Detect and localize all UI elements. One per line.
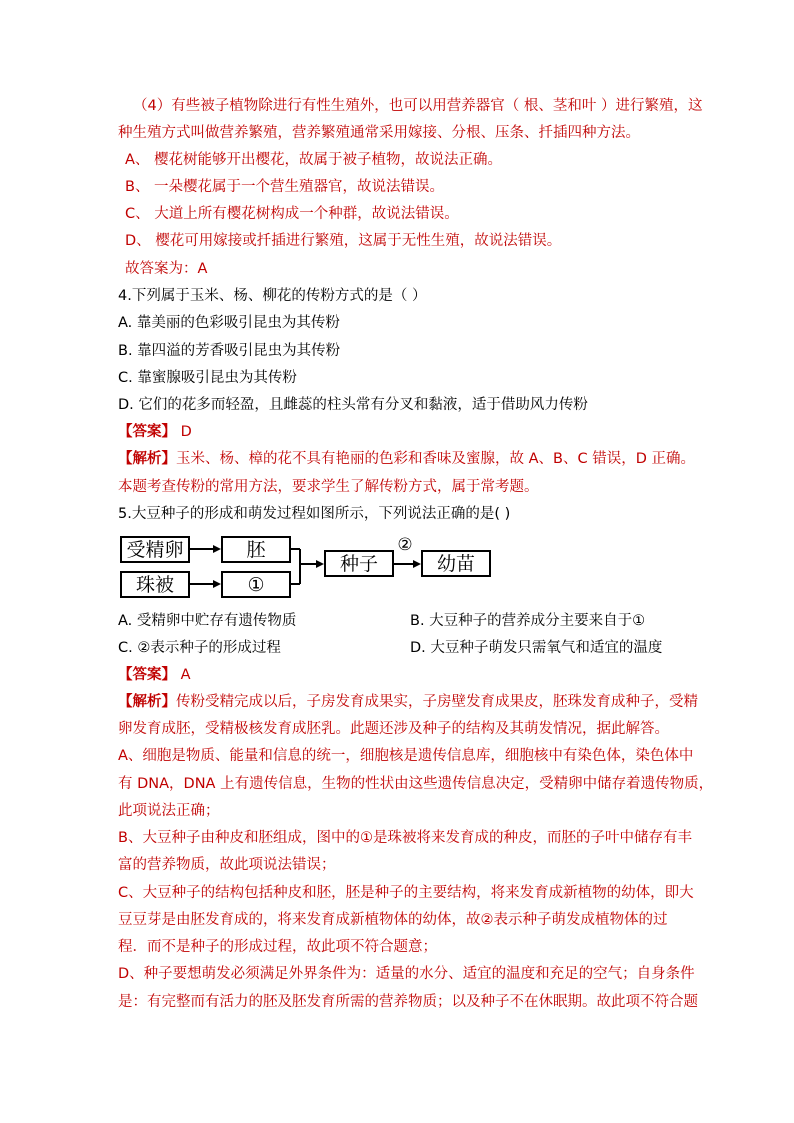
intro-line-1: （4）有些被子植物除进行有性生殖外，也可以用营养器官（ 根、茎和叶 ）进行繁殖，这 (133, 98, 703, 114)
q4-analysis-line-1 (118, 449, 695, 469)
diagram-box-embryo: 胚 (246, 539, 266, 561)
q4-analysis-line-2: 本题考查传粉的常用方法，要求学生了解传粉方式，属于常考题。 (118, 479, 539, 495)
intro-line-2: 种生殖方式叫做营养繁殖，营养繁殖通常采用嫁接、分根、压条、扦插四种方法。 (118, 125, 640, 141)
q4-option-d: D. 它们的花多而轻盈，且雌蕊的柱头常有分叉和黏液，适于借助风力传粉 (118, 397, 588, 413)
intro-option-d: D、 樱花可用嫁接或扦插进行繁殖，这属于无性生殖，故说法错误。 (125, 233, 562, 249)
q4-option-c: C. 靠蜜腺吸引昆虫为其传粉 (118, 370, 297, 386)
q5-option-b: B. 大豆种子的营养成分主要来自于① (410, 613, 646, 629)
diagram-box-zygote: 受精卵 (126, 539, 184, 561)
q5-option-d: D. 大豆种子萌发只需氧气和适宜的温度 (410, 640, 663, 656)
q5-option-c: C. ②表示种子的形成过程 (118, 640, 281, 656)
q5-analysis-text-1: 传粉受精完成以后，子房发育成果实，子房壁发育成果皮，胚珠发育成种子，受精 (176, 694, 698, 710)
diagram-box-1: ① (247, 574, 265, 596)
diagram-box-seedling: 幼苗 (436, 553, 476, 575)
q4-answer: D (176, 424, 192, 440)
q5-analysis-line-10: 程．而不是种子的形成过程，故此项不符合题意； (118, 939, 437, 955)
q5-stem: 5.大豆种子的形成和萌发过程如图所示，下列说法正确的是( ) (118, 506, 511, 522)
intro-option-a: A、 樱花树能够开出樱花，故属于被子植物，故说法正确。 (125, 152, 503, 168)
q4-analysis-tag: 【解析】 (118, 451, 176, 467)
q5-option-a: A. 受精卵中贮存有遗传物质 (118, 613, 297, 629)
q5-analysis-line-2: 卵发育成胚，受精极核发育成胚乳。此题还涉及种子的结构及其萌发情况，据此解答。 (118, 721, 669, 737)
intro-option-b: B、 一朵樱花属于一个营生殖器官，故说法错误。 (125, 179, 445, 195)
q5-analysis-line-6: B、大豆种子由种皮和胚组成，图中的①是珠被将来发育成的种皮，而胚的子叶中储存有丰 (118, 830, 692, 846)
q5-analysis-line-3: A、细胞是物质、能量和信息的统一，细胞核是遗传信息库，细胞核中有染色体，染色体中 (118, 748, 694, 764)
q4-answer-line (118, 422, 678, 442)
q5-answer-line (118, 665, 678, 685)
q4-option-a: A. 靠美丽的色彩吸引昆虫为其传粉 (118, 315, 340, 331)
q5-analysis-line-7: 富的营养物质，故此项说法错误； (118, 857, 336, 873)
q5-analysis-line-11: D、种子要想萌发必须满足外界条件为：适量的水分、适宜的温度和充足的空气；自身条件 (118, 966, 695, 982)
q4-option-b: B. 靠四溢的芳香吸引昆虫为其传粉 (118, 343, 341, 359)
intro-answer: 故答案为：A (125, 261, 208, 277)
q5-analysis-line-4: 有 DNA，DNA 上有遗传信息，生物的性状由这些遗传信息决定，受精卵中储存着遗传物质， (118, 776, 714, 792)
q5-diagram (118, 534, 498, 604)
q5-answer: A (176, 667, 191, 683)
q5-answer-tag: 【答案】 (118, 667, 176, 683)
diagram-box-integument: 珠被 (135, 574, 175, 596)
q5-analysis-line-9: 豆豆芽是由胚发育成的，将来发育成新植物体的幼体，故②表示种子萌发成植物体的过 (118, 912, 668, 928)
q5-analysis-line-8: C、大豆种子的结构包括种皮和胚，胚是种子的主要结构，将来发育成新植物的幼体，即大 (118, 885, 694, 901)
diagram-box-seed: 种子 (339, 553, 379, 575)
q5-analysis-line-5: 此项说法正确； (118, 803, 220, 819)
q4-stem: 4.下列属于玉米、杨、柳花的传粉方式的是（ ） (118, 288, 427, 304)
intro-option-c: C、 大道上所有樱花树构成一个种群，故说法错误。 (125, 206, 459, 222)
q4-analysis-text-1: 玉米、杨、樟的花不具有艳丽的色彩和香味及蜜腺，故 A、B、C 错误，D 正确。 (176, 451, 695, 467)
q5-analysis-line-1 (118, 692, 698, 712)
q5-analysis-line-12: 是：有完整而有活力的胚及胚发育所需的营养物质；以及种子不在休眠期。故此项不符合题 (118, 994, 698, 1010)
q5-analysis-tag: 【解析】 (118, 694, 176, 710)
q4-answer-tag: 【答案】 (118, 424, 176, 440)
diagram-label-2: ② (397, 535, 413, 555)
